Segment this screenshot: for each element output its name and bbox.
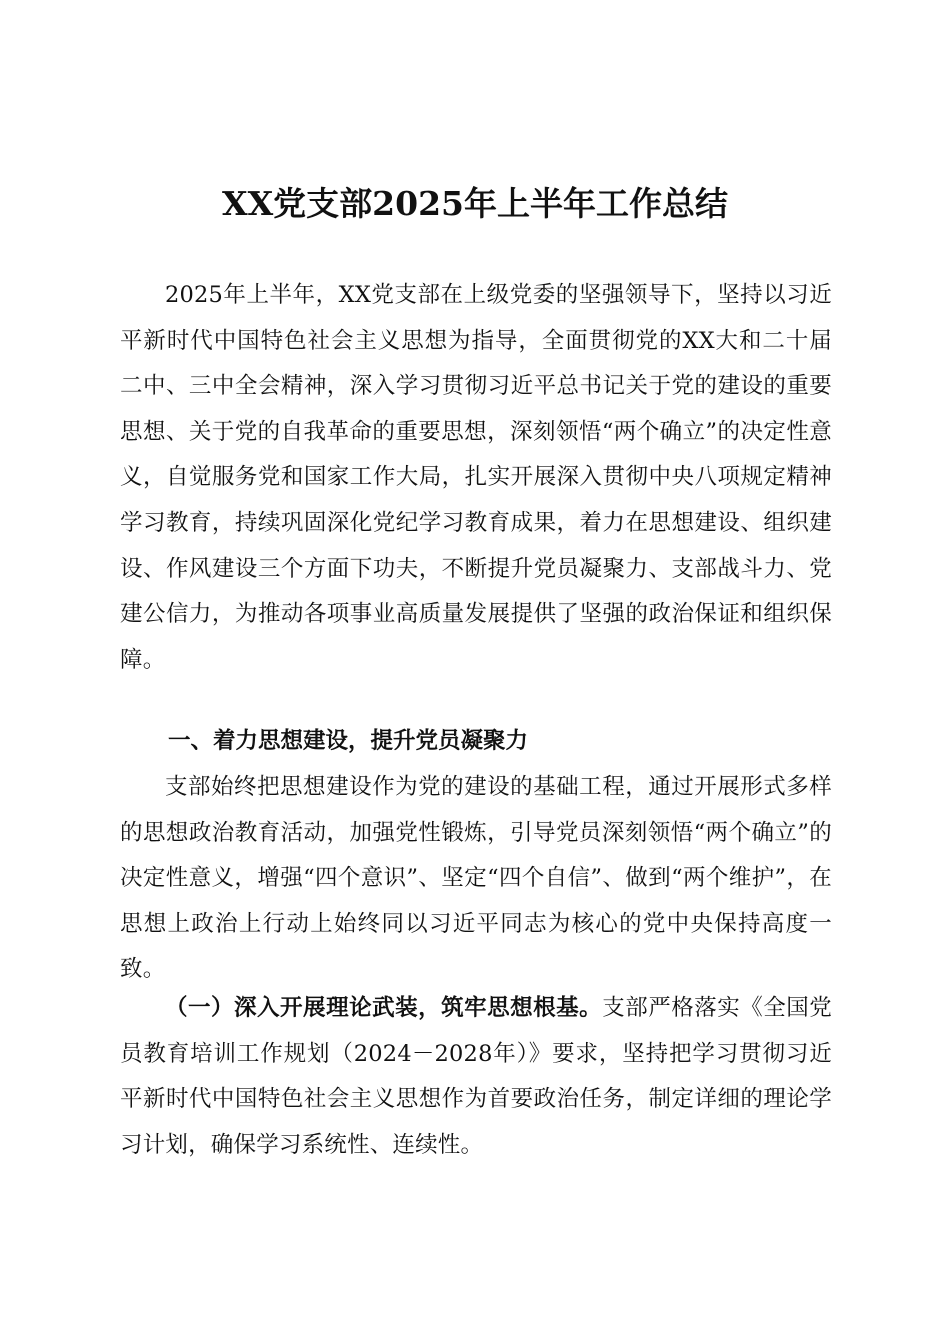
section-heading: 一、着力思想建设，提升党员凝聚力 <box>168 728 529 754</box>
intro-paragraph: 2025年上半年，XX党支部在上级党委的坚强领导下，坚持以习近平新时代中国特色社会主义思想为指导，全面贯彻党的XX大和二十届二中、三中全会精神，深入学习贯彻习近平总书记关于党的建设的重要思想、关于党的自我革命的重要思想，深刻领悟“两个确立”的决定性意义，自觉服务党和国家工作大局，扎实开展深入贯彻中央八项规定精神学习教育，持续巩固深化党纪学习教育成果，着力在思想建设、组织建设、作风建设三个方面下功夫，不断提升党员凝聚力、支部战斗力、党建公信力，为推动各项事业高质量发展提供了坚强的政治保证和组织保障。 <box>120 282 832 673</box>
document-title: XX党支部2025年上半年工作总结 <box>221 184 729 223</box>
subsection-text: 支部严格落实《全国党员教育培训工作规划（2024－2028年）》要求，坚持把学习贯彻习近平新时代中国特色社会主义思想作为首要政治任务，制定详细的理论学习计划，确保学习系统性、连续性。 <box>120 995 832 1158</box>
section-paragraph: 支部始终把思想建设作为党的建设的基础工程，通过开展形式多样的思想政治教育活动，加强党性锻炼，引导党员深刻领悟“两个确立”的决定性意义，增强“四个意识”、坚定“四个自信”、做到“两个维护”，在思想上政治上行动上始终同以习近平同志为核心的党中央保持高度一致。 <box>120 774 832 983</box>
subsection-paragraph <box>120 986 832 1168</box>
subsection-heading: （一）深入开展理论武装，筑牢思想根基。 <box>165 995 603 1021</box>
